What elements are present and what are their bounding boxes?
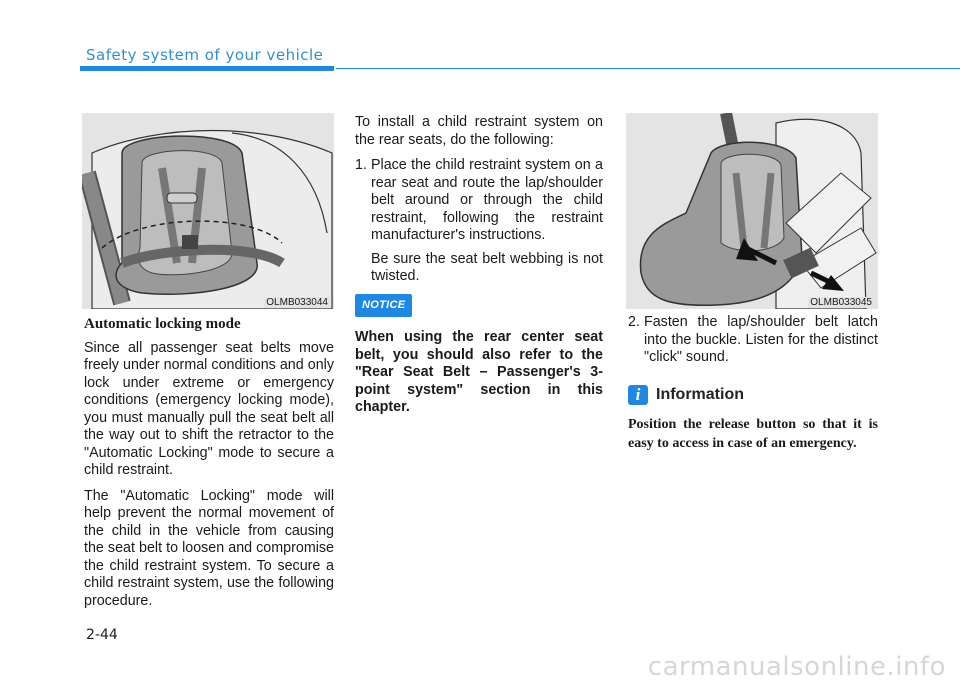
- step-text: Place the child restraint system on a rear seat and route the lap/shoulder belt around or through the child restraint, following the restraint manufacturer's instructions.: [371, 157, 603, 243]
- section-heading: Automatic locking mode: [84, 316, 241, 332]
- paragraph: The "Automatic Locking" mode will help prevent the normal movement of the child in the vehicle from causing the seat belt to loosen and compromise the child restraint system. To secure a child restraint system, use the following procedure.: [84, 487, 334, 609]
- buckle-illustration: [626, 113, 878, 309]
- figure-code: OLMB033044: [266, 297, 328, 308]
- column-3: [628, 314, 878, 453]
- figure-buckle-fastening: [626, 113, 878, 309]
- header-rule: [336, 68, 960, 69]
- watermark: carmanualsonline.info: [647, 652, 946, 682]
- step-2: [628, 314, 878, 367]
- info-icon: i: [628, 385, 648, 405]
- intro-paragraph: To install a child restraint system on the rear seats, do the following:: [355, 114, 603, 148]
- step-note: Be sure the seat belt webbing is not twisted.: [371, 250, 603, 284]
- figure-code: OLMB033045: [810, 297, 872, 308]
- step-1: [355, 157, 603, 245]
- step-number: 1.: [355, 157, 367, 173]
- step-number: 2.: [628, 314, 640, 330]
- information-header: [628, 385, 878, 405]
- step-text: Fasten the lap/shoulder belt latch into the buckle. Listen for the distinct "click" sound.: [644, 314, 878, 365]
- notice-badge: NOTICE: [355, 294, 412, 318]
- information-title: Information: [656, 385, 744, 403]
- page-number: 2-44: [86, 627, 118, 643]
- paragraph: Since all passenger seat belts move freely under normal conditions and only lock under extreme or emergency conditions (emergency locking mode), you must manually pull the seat belt all the way out to shift the retractor to the "Automatic Locking" mode to secure a child restraint.: [84, 339, 334, 478]
- column-1: [84, 316, 334, 618]
- column-2: [355, 114, 603, 417]
- information-text: Position the release button so that it is easy to access in case of an emergency.: [628, 416, 878, 451]
- header-accent-bar: [80, 66, 334, 71]
- child-seat-illustration: [82, 113, 334, 309]
- notice-text: When using the rear center seat belt, you should also refer to the "Rear Seat Belt – Passenger's 3-point system" section in this chapter.: [355, 329, 603, 415]
- figure-child-seat-belt-routing: [82, 113, 334, 309]
- section-title: Safety system of your vehicle: [86, 46, 324, 64]
